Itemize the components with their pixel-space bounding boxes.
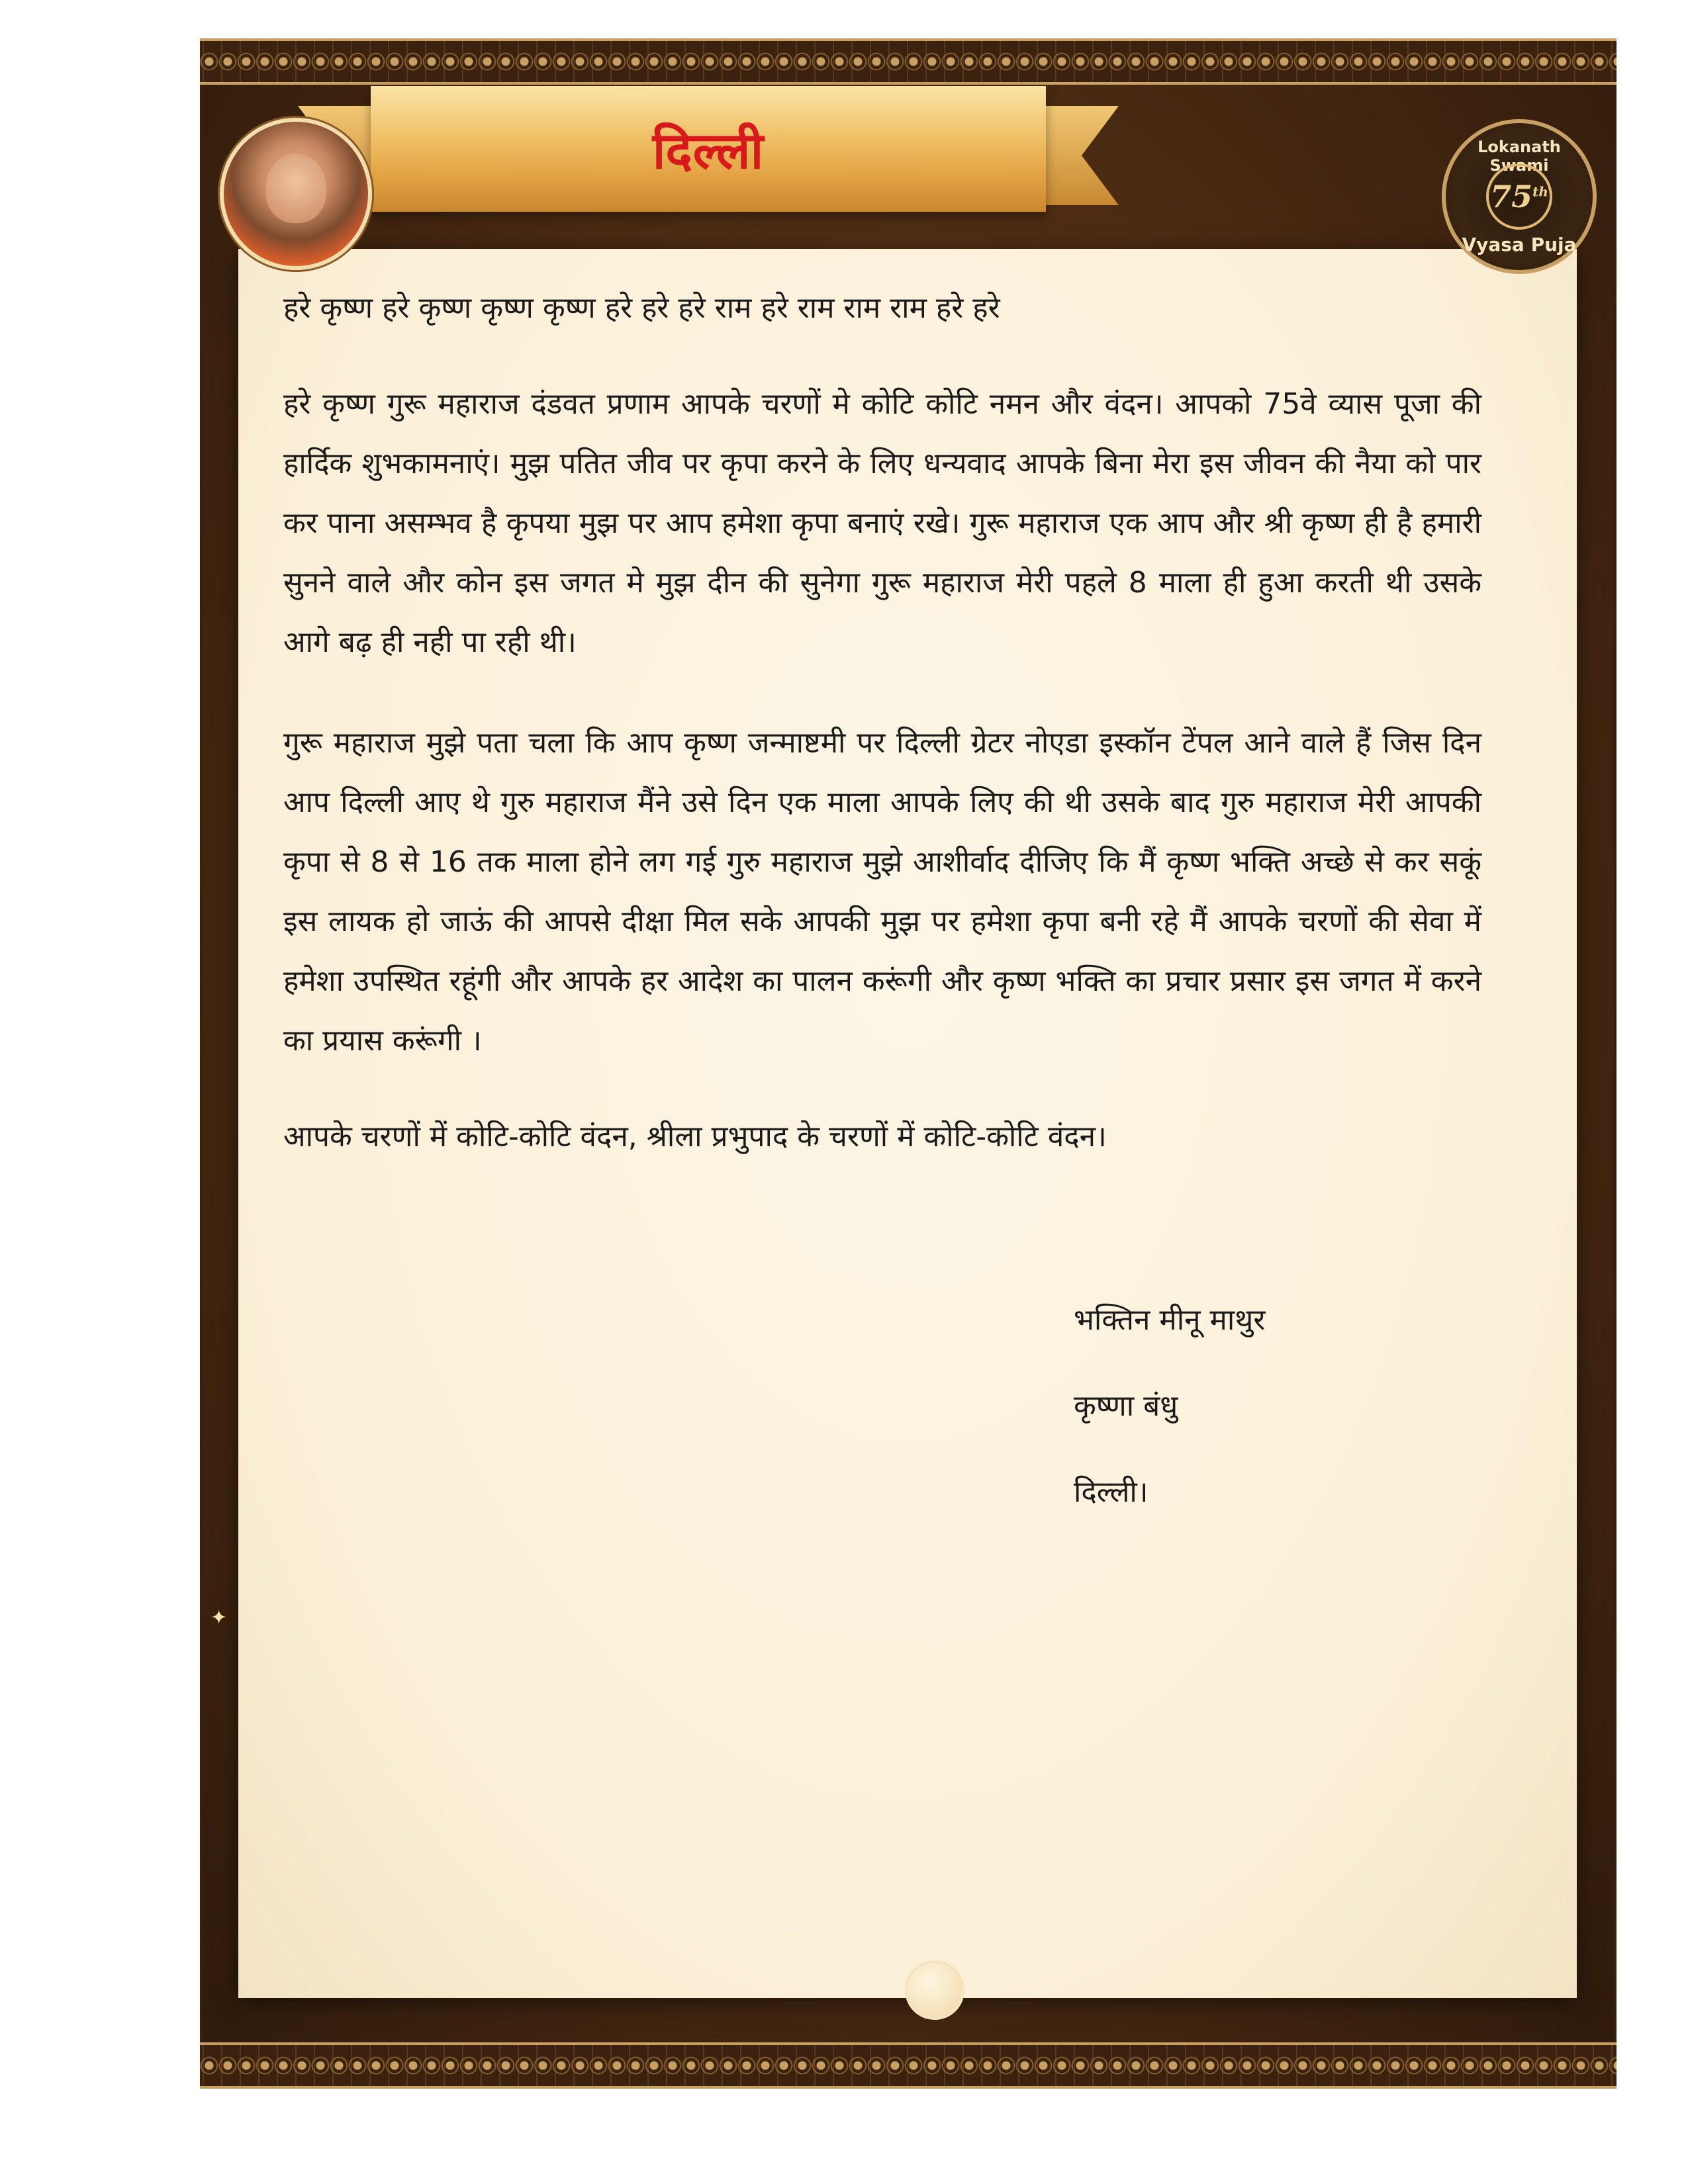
signature-relation: कृष्णा बंधु <box>1074 1389 1178 1423</box>
bottom-ornamental-border <box>200 2042 1617 2089</box>
signature-place: दिल्ली। <box>1074 1475 1149 1509</box>
guru-portrait-photo <box>220 118 372 270</box>
mantra-line: हरे कृष्ण हरे कृष्ण कृष्ण कृष्ण हरे हरे हरे राम हरे राम राम राम हरे हरे <box>283 291 1000 325</box>
closing-line: आपके चरणों में कोटि-कोटि वंदन, श्रीला प्रभुपाद के चरणों में कोटि-कोटि वंदन। <box>283 1120 1107 1154</box>
vyasa-puja-75-badge <box>1442 119 1597 274</box>
sparkle-icon: ✦ <box>211 1606 228 1629</box>
bottom-medallion-ornament <box>905 1960 964 2020</box>
letter-paragraph-2: गुरू महाराज मुझे पता चला कि आप कृष्ण जन्माष्टमी पर दिल्ली ग्रेटर नोएडा इस्कॉन टेंपल आने वाले हैं जिस दिन आप दिल्ली आए थे गुरु महाराज मैंने उसे दिन एक माला आपके लिए की थी उसके बाद गुरु महाराज मेरी आपकी कृपा से 8 से 16 तक माला होने लग गई गुरु महाराज मुझे आशीर्वाद दीजिए कि मैं कृष्ण भक्ति अच्छे से कर सकूं इस लायक हो जाऊं की आपसे दीक्षा मिल सके आपकी मुझ पर हमेशा कृपा बनी रहे मैं आपके चरणों की सेवा में हमेशा उपस्थित रहूंगी और आपके हर आदेश का पालन करूंगी और कृष्ण भक्ति का प्रचार प्रसार इस जगत में करने का प्रयास करूंगी । <box>283 726 1481 1058</box>
badge-number-ring <box>1486 163 1552 230</box>
signature-block <box>1074 1297 1265 1555</box>
badge-bottom-text: Vyasa Puja <box>1462 234 1577 255</box>
page-title: दिल्ली <box>652 120 765 180</box>
letter-body <box>283 283 1481 1162</box>
signature-name: भक्तिन मीनू माथुर <box>1074 1303 1266 1337</box>
letter-paragraph-1: हरे कृष्ण गुरू महाराज दंडवत प्रणाम आपके चरणों मे कोटि कोटि नमन और वंदन। आपको 75वे व्यास पूजा की हार्दिक शुभकामनाएं। मुझ पतित जीव पर कृपा करने के लिए धन्यवाद आपके बिना मेरा इस जीवन की नैया को पार कर पाना असम्भव है कृपया मुझ पर आप हमेशा कृपा बनाएं रखे। गुरू महाराज एक आप और श्री कृष्ण ही है हमारी सुनने वाले और कोन इस जगत मे मुझ दीन की सुनेगा गुरू महाराज मेरी पहले 8 माला ही हुआ करती थी उसके आगे बढ़ ही नही पा रही थी। <box>283 387 1481 659</box>
badge-top-text: Lokanath Swami <box>1477 138 1561 175</box>
title-ribbon <box>298 60 1119 258</box>
badge-number: 75th <box>1490 179 1548 214</box>
portrait-face <box>265 154 326 223</box>
ribbon-banner <box>371 86 1046 212</box>
